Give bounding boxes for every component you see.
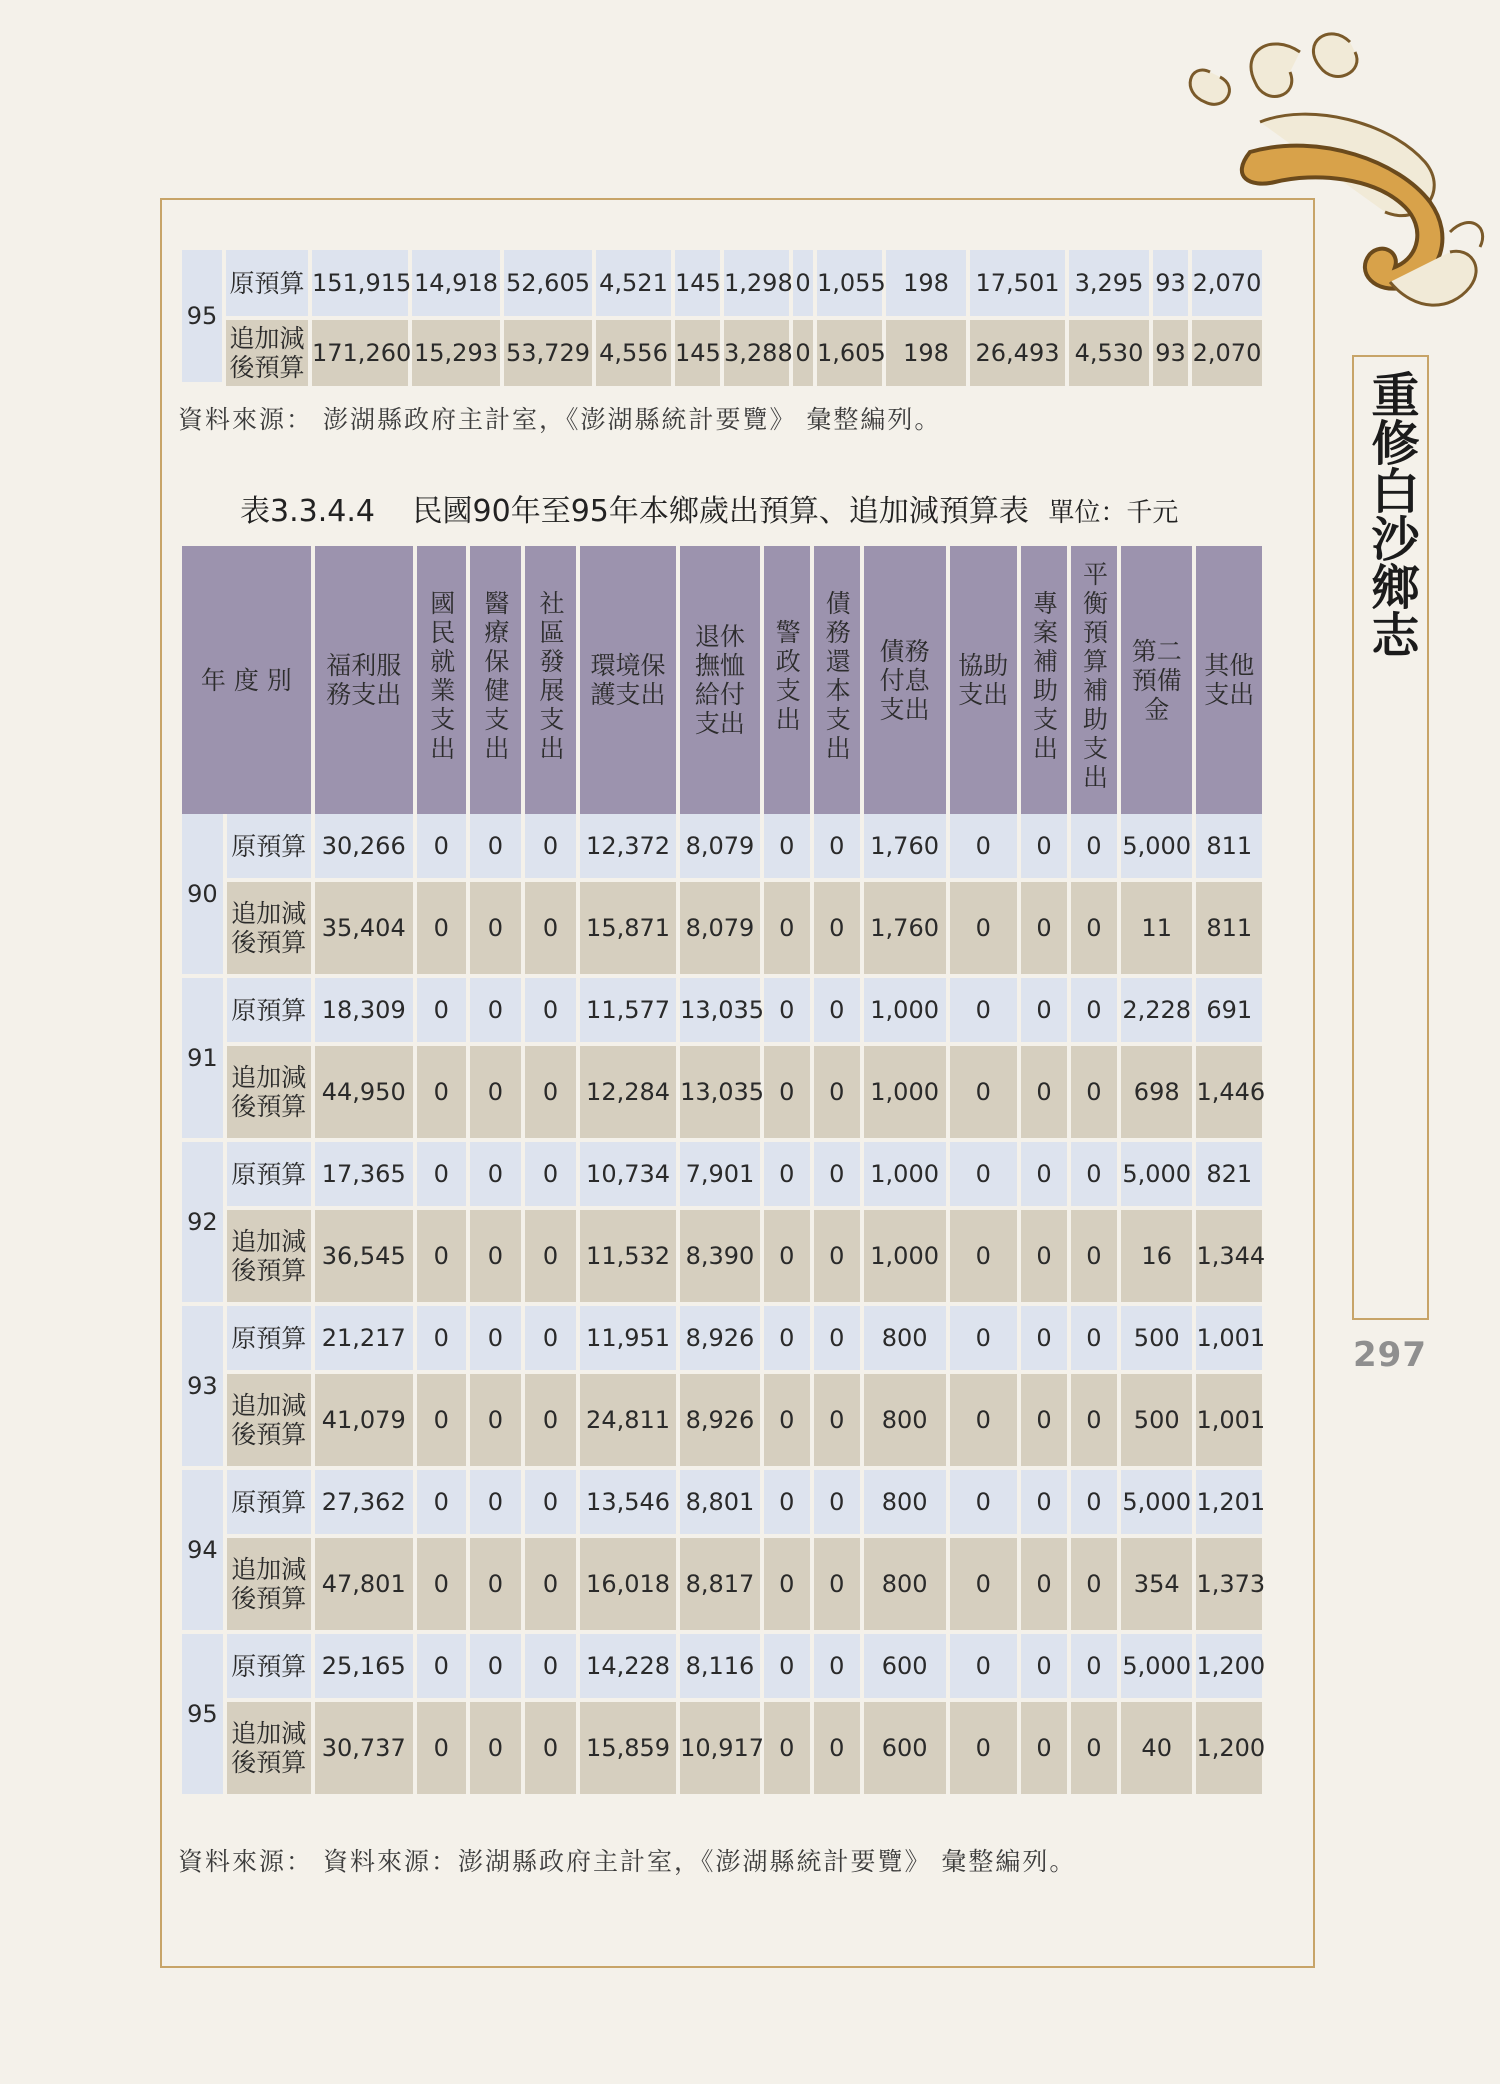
value-cell: 0 <box>470 1470 521 1538</box>
value-cell: 0 <box>950 1702 1017 1798</box>
value-cell: 4,521 <box>596 250 671 320</box>
value-cell: 15,293 <box>412 320 500 386</box>
value-cell: 0 <box>417 1470 466 1538</box>
budget-table <box>178 546 1266 1798</box>
column-header-text: 平衡預算補助支出 <box>1079 561 1109 793</box>
value-cell: 0 <box>417 1702 466 1798</box>
value-cell: 0 <box>1021 814 1067 882</box>
value-cell: 12,372 <box>580 814 676 882</box>
value-cell: 7,901 <box>680 1142 760 1210</box>
column-header-text: 國民就業支出 <box>426 590 456 764</box>
table-row <box>182 1142 1262 1210</box>
value-cell: 198 <box>886 320 966 386</box>
table-row <box>182 1046 1262 1142</box>
value-cell: 0 <box>1071 978 1117 1046</box>
value-cell: 0 <box>417 1046 466 1142</box>
value-cell: 52,605 <box>504 250 592 320</box>
value-cell: 800 <box>864 1374 946 1470</box>
value-cell: 0 <box>950 1306 1017 1374</box>
value-cell: 0 <box>1071 1470 1117 1538</box>
value-cell: 0 <box>1021 882 1067 978</box>
value-cell: 698 <box>1121 1046 1193 1142</box>
table-row <box>182 1374 1262 1470</box>
value-cell: 1,000 <box>864 978 946 1046</box>
value-cell: 0 <box>1021 1374 1067 1470</box>
row-label: 原預算 <box>227 1634 311 1702</box>
value-cell: 36,545 <box>315 1210 413 1306</box>
value-cell: 3,288 <box>724 320 789 386</box>
value-cell: 0 <box>470 882 521 978</box>
value-cell: 1,298 <box>724 250 789 320</box>
value-cell: 5,000 <box>1121 1470 1193 1538</box>
value-cell: 1,760 <box>864 814 946 882</box>
value-cell: 0 <box>470 1142 521 1210</box>
value-cell: 0 <box>950 882 1017 978</box>
value-cell: 0 <box>1071 1306 1117 1374</box>
value-cell: 0 <box>793 250 813 320</box>
column-header-text: 社區發展支出 <box>535 590 565 764</box>
value-cell: 800 <box>864 1538 946 1634</box>
table-row <box>182 250 1262 320</box>
value-cell: 2,228 <box>1121 978 1193 1046</box>
value-cell: 500 <box>1121 1374 1193 1470</box>
value-cell: 691 <box>1196 978 1262 1046</box>
value-cell: 0 <box>417 1374 466 1470</box>
table-title <box>240 486 1178 530</box>
value-cell: 0 <box>1021 1210 1067 1306</box>
value-cell: 0 <box>1071 814 1117 882</box>
year-cell: 93 <box>182 1306 223 1470</box>
value-cell: 0 <box>470 1210 521 1306</box>
table-row <box>182 882 1262 978</box>
year-cell: 92 <box>182 1142 223 1306</box>
column-header <box>1196 546 1262 814</box>
value-cell: 14,918 <box>412 250 500 320</box>
value-cell: 11,577 <box>580 978 676 1046</box>
value-cell: 4,556 <box>596 320 671 386</box>
value-cell: 0 <box>417 1538 466 1634</box>
value-cell: 1,344 <box>1196 1210 1262 1306</box>
value-cell: 1,200 <box>1196 1702 1262 1798</box>
value-cell: 30,266 <box>315 814 413 882</box>
value-cell: 5,000 <box>1121 814 1193 882</box>
value-cell: 500 <box>1121 1306 1193 1374</box>
value-cell: 10,734 <box>580 1142 676 1210</box>
value-cell: 0 <box>470 814 521 882</box>
value-cell: 0 <box>525 1702 576 1798</box>
value-cell: 600 <box>864 1702 946 1798</box>
value-cell: 0 <box>525 1470 576 1538</box>
value-cell: 0 <box>764 1046 810 1142</box>
value-cell: 0 <box>1021 1470 1067 1538</box>
column-header-text: 第二預備金 <box>1131 636 1182 724</box>
value-cell: 24,811 <box>580 1374 676 1470</box>
source-note-bottom: 資料來源： 資料來源：澎湖縣政府主計室，《澎湖縣統計要覽》 彙整編列。 <box>178 1847 1077 1876</box>
value-cell: 0 <box>950 814 1017 882</box>
table-row <box>182 320 1262 386</box>
row-label: 追加減後預算 <box>227 1702 311 1798</box>
value-cell: 93 <box>1153 320 1188 386</box>
value-cell: 47,801 <box>315 1538 413 1634</box>
value-cell: 0 <box>814 1634 860 1702</box>
value-cell: 0 <box>814 1538 860 1634</box>
value-cell: 0 <box>1021 1634 1067 1702</box>
page-number: 297 <box>1353 1335 1427 1375</box>
value-cell: 0 <box>1021 1306 1067 1374</box>
value-cell: 0 <box>470 1538 521 1634</box>
value-cell: 0 <box>525 1046 576 1142</box>
value-cell: 0 <box>525 882 576 978</box>
value-cell: 8,926 <box>680 1374 760 1470</box>
year-cell: 95 <box>182 250 222 386</box>
value-cell: 13,035 <box>680 1046 760 1142</box>
value-cell: 0 <box>1021 1046 1067 1142</box>
column-header <box>1121 546 1193 814</box>
column-header-text: 年 度 別 <box>200 665 292 695</box>
table-title-text: 民國90年至95年本鄉歲出預算、追加減預算表 <box>412 494 1029 529</box>
value-cell: 821 <box>1196 1142 1262 1210</box>
value-cell: 16,018 <box>580 1538 676 1634</box>
value-cell: 145 <box>675 320 720 386</box>
value-cell: 1,760 <box>864 882 946 978</box>
column-header <box>182 546 311 814</box>
source-note: 資料來源： 澎湖縣政府主計室，《澎湖縣統計要覽》 彙整編列。 <box>178 405 942 434</box>
value-cell: 0 <box>814 978 860 1046</box>
row-label: 原預算 <box>227 1142 311 1210</box>
value-cell: 0 <box>814 1702 860 1798</box>
value-cell: 5,000 <box>1121 1142 1193 1210</box>
value-cell: 0 <box>1021 978 1067 1046</box>
column-header-text: 債務付息支出 <box>879 636 930 724</box>
column-header-text: 協助支出 <box>958 651 1009 709</box>
column-header <box>680 546 760 814</box>
value-cell: 8,801 <box>680 1470 760 1538</box>
top-continuation-table <box>178 250 1266 386</box>
value-cell: 11,951 <box>580 1306 676 1374</box>
value-cell: 2,070 <box>1192 250 1262 320</box>
year-cell: 90 <box>182 814 223 978</box>
value-cell: 800 <box>864 1306 946 1374</box>
value-cell: 0 <box>417 882 466 978</box>
value-cell: 8,116 <box>680 1634 760 1702</box>
value-cell: 0 <box>1071 1538 1117 1634</box>
value-cell: 0 <box>764 1470 810 1538</box>
value-cell: 15,871 <box>580 882 676 978</box>
value-cell: 27,362 <box>315 1470 413 1538</box>
value-cell: 0 <box>470 1702 521 1798</box>
value-cell: 0 <box>470 1374 521 1470</box>
value-cell: 15,859 <box>580 1702 676 1798</box>
table-row <box>182 1702 1262 1798</box>
row-label: 追加減後預算 <box>227 1538 311 1634</box>
value-cell: 0 <box>417 1210 466 1306</box>
value-cell: 41,079 <box>315 1374 413 1470</box>
value-cell: 1,055 <box>817 250 882 320</box>
value-cell: 1,001 <box>1196 1306 1262 1374</box>
value-cell: 17,365 <box>315 1142 413 1210</box>
value-cell: 0 <box>1071 1634 1117 1702</box>
value-cell: 0 <box>525 1142 576 1210</box>
value-cell: 8,079 <box>680 814 760 882</box>
value-cell: 800 <box>864 1470 946 1538</box>
value-cell: 0 <box>1071 882 1117 978</box>
value-cell: 13,035 <box>680 978 760 1046</box>
value-cell: 0 <box>950 1046 1017 1142</box>
value-cell: 0 <box>525 1634 576 1702</box>
value-cell: 600 <box>864 1634 946 1702</box>
value-cell: 0 <box>525 1306 576 1374</box>
row-label: 原預算 <box>227 814 311 882</box>
value-cell: 16 <box>1121 1210 1193 1306</box>
column-header-text: 警政支出 <box>772 619 802 735</box>
value-cell: 11 <box>1121 882 1193 978</box>
value-cell: 0 <box>1071 1702 1117 1798</box>
column-header <box>1021 546 1067 814</box>
row-label: 原預算 <box>227 1306 311 1374</box>
column-header <box>814 546 860 814</box>
row-label: 原預算 <box>227 978 311 1046</box>
value-cell: 0 <box>950 1374 1017 1470</box>
value-cell: 26,493 <box>970 320 1065 386</box>
year-cell: 95 <box>182 1634 223 1798</box>
value-cell: 0 <box>814 1142 860 1210</box>
column-header-text: 專案補助支出 <box>1029 590 1059 764</box>
value-cell: 198 <box>886 250 966 320</box>
row-label: 原預算 <box>227 1470 311 1538</box>
value-cell: 0 <box>814 1374 860 1470</box>
column-header-text: 醫療保健支出 <box>480 590 510 764</box>
column-header <box>315 546 413 814</box>
value-cell: 0 <box>764 1374 810 1470</box>
value-cell: 8,079 <box>680 882 760 978</box>
value-cell: 0 <box>1021 1142 1067 1210</box>
value-cell: 10,917 <box>680 1702 760 1798</box>
table-row <box>182 1306 1262 1374</box>
row-label: 追加減後預算 <box>227 1046 311 1142</box>
value-cell: 0 <box>814 1306 860 1374</box>
column-header <box>525 546 576 814</box>
value-cell: 0 <box>470 1046 521 1142</box>
value-cell: 21,217 <box>315 1306 413 1374</box>
table-row <box>182 814 1262 882</box>
value-cell: 0 <box>1071 1142 1117 1210</box>
column-header <box>470 546 521 814</box>
column-header-text: 退休撫恤給付支出 <box>694 622 745 738</box>
value-cell: 0 <box>950 1538 1017 1634</box>
value-cell: 0 <box>1071 1374 1117 1470</box>
value-cell: 0 <box>764 814 810 882</box>
row-label: 追加減後預算 <box>227 1374 311 1470</box>
value-cell: 1,000 <box>864 1142 946 1210</box>
year-cell: 94 <box>182 1470 223 1634</box>
value-cell: 811 <box>1196 882 1262 978</box>
value-cell: 0 <box>950 1634 1017 1702</box>
column-header <box>417 546 466 814</box>
value-cell: 0 <box>950 1210 1017 1306</box>
column-header <box>580 546 676 814</box>
column-header <box>1071 546 1117 814</box>
value-cell: 0 <box>764 1306 810 1374</box>
row-label: 追加減後預算 <box>227 1210 311 1306</box>
value-cell: 0 <box>764 1142 810 1210</box>
value-cell: 0 <box>814 814 860 882</box>
value-cell: 0 <box>525 1374 576 1470</box>
value-cell: 0 <box>470 1306 521 1374</box>
row-label: 追加減後預算 <box>226 320 308 386</box>
column-header-text: 其他支出 <box>1204 651 1255 709</box>
column-header-text: 債務還本支出 <box>822 590 852 764</box>
value-cell: 8,390 <box>680 1210 760 1306</box>
value-cell: 1,605 <box>817 320 882 386</box>
value-cell: 11,532 <box>580 1210 676 1306</box>
value-cell: 8,817 <box>680 1538 760 1634</box>
value-cell: 0 <box>525 978 576 1046</box>
value-cell: 0 <box>814 1210 860 1306</box>
column-header-text: 福利服務支出 <box>326 651 402 709</box>
column-header <box>864 546 946 814</box>
table-row <box>182 978 1262 1046</box>
value-cell: 1,000 <box>864 1210 946 1306</box>
value-cell: 5,000 <box>1121 1634 1193 1702</box>
year-cell: 91 <box>182 978 223 1142</box>
value-cell: 13,546 <box>580 1470 676 1538</box>
value-cell: 1,000 <box>864 1046 946 1142</box>
value-cell: 1,201 <box>1196 1470 1262 1538</box>
value-cell: 0 <box>764 1538 810 1634</box>
value-cell: 811 <box>1196 814 1262 882</box>
value-cell: 354 <box>1121 1538 1193 1634</box>
value-cell: 0 <box>525 1210 576 1306</box>
row-label: 追加減後預算 <box>227 882 311 978</box>
column-header-text: 環境保護支出 <box>590 651 666 709</box>
value-cell: 0 <box>764 882 810 978</box>
value-cell: 145 <box>675 250 720 320</box>
value-cell: 151,915 <box>312 250 408 320</box>
value-cell: 0 <box>470 1634 521 1702</box>
value-cell: 25,165 <box>315 1634 413 1702</box>
table-row <box>182 1634 1262 1702</box>
value-cell: 0 <box>1021 1538 1067 1634</box>
value-cell: 30,737 <box>315 1702 413 1798</box>
value-cell: 1,373 <box>1196 1538 1262 1634</box>
value-cell: 0 <box>417 1634 466 1702</box>
value-cell: 0 <box>950 1470 1017 1538</box>
value-cell: 0 <box>525 814 576 882</box>
value-cell: 35,404 <box>315 882 413 978</box>
value-cell: 0 <box>470 978 521 1046</box>
value-cell: 0 <box>417 1142 466 1210</box>
value-cell: 171,260 <box>312 320 408 386</box>
book-title: 重修白沙鄉志 <box>1363 370 1419 658</box>
table-row <box>182 1210 1262 1306</box>
value-cell: 3,295 <box>1069 250 1149 320</box>
value-cell: 0 <box>764 1634 810 1702</box>
table-unit: 單位：千元 <box>1048 498 1179 528</box>
table-row <box>182 1538 1262 1634</box>
value-cell: 53,729 <box>504 320 592 386</box>
value-cell: 12,284 <box>580 1046 676 1142</box>
value-cell: 0 <box>417 814 466 882</box>
value-cell: 0 <box>764 1210 810 1306</box>
value-cell: 8,926 <box>680 1306 760 1374</box>
value-cell: 2,070 <box>1192 320 1262 386</box>
value-cell: 0 <box>1021 1702 1067 1798</box>
value-cell: 40 <box>1121 1702 1193 1798</box>
value-cell: 1,001 <box>1196 1374 1262 1470</box>
value-cell: 18,309 <box>315 978 413 1046</box>
value-cell: 0 <box>814 882 860 978</box>
value-cell: 0 <box>950 978 1017 1046</box>
value-cell: 1,200 <box>1196 1634 1262 1702</box>
column-header <box>950 546 1017 814</box>
value-cell: 0 <box>814 1470 860 1538</box>
table-number: 表3.3.4.4 <box>240 494 375 529</box>
value-cell: 17,501 <box>970 250 1065 320</box>
value-cell: 93 <box>1153 250 1188 320</box>
value-cell: 0 <box>814 1046 860 1142</box>
value-cell: 4,530 <box>1069 320 1149 386</box>
value-cell: 0 <box>417 978 466 1046</box>
value-cell: 0 <box>764 978 810 1046</box>
value-cell: 14,228 <box>580 1634 676 1702</box>
table-row <box>182 1470 1262 1538</box>
row-label: 原預算 <box>226 250 308 320</box>
value-cell: 0 <box>525 1538 576 1634</box>
column-header <box>764 546 810 814</box>
value-cell: 44,950 <box>315 1046 413 1142</box>
value-cell: 0 <box>1071 1210 1117 1306</box>
value-cell: 0 <box>950 1142 1017 1210</box>
value-cell: 1,446 <box>1196 1046 1262 1142</box>
value-cell: 0 <box>764 1702 810 1798</box>
value-cell: 0 <box>417 1306 466 1374</box>
value-cell: 0 <box>1071 1046 1117 1142</box>
value-cell: 0 <box>793 320 813 386</box>
